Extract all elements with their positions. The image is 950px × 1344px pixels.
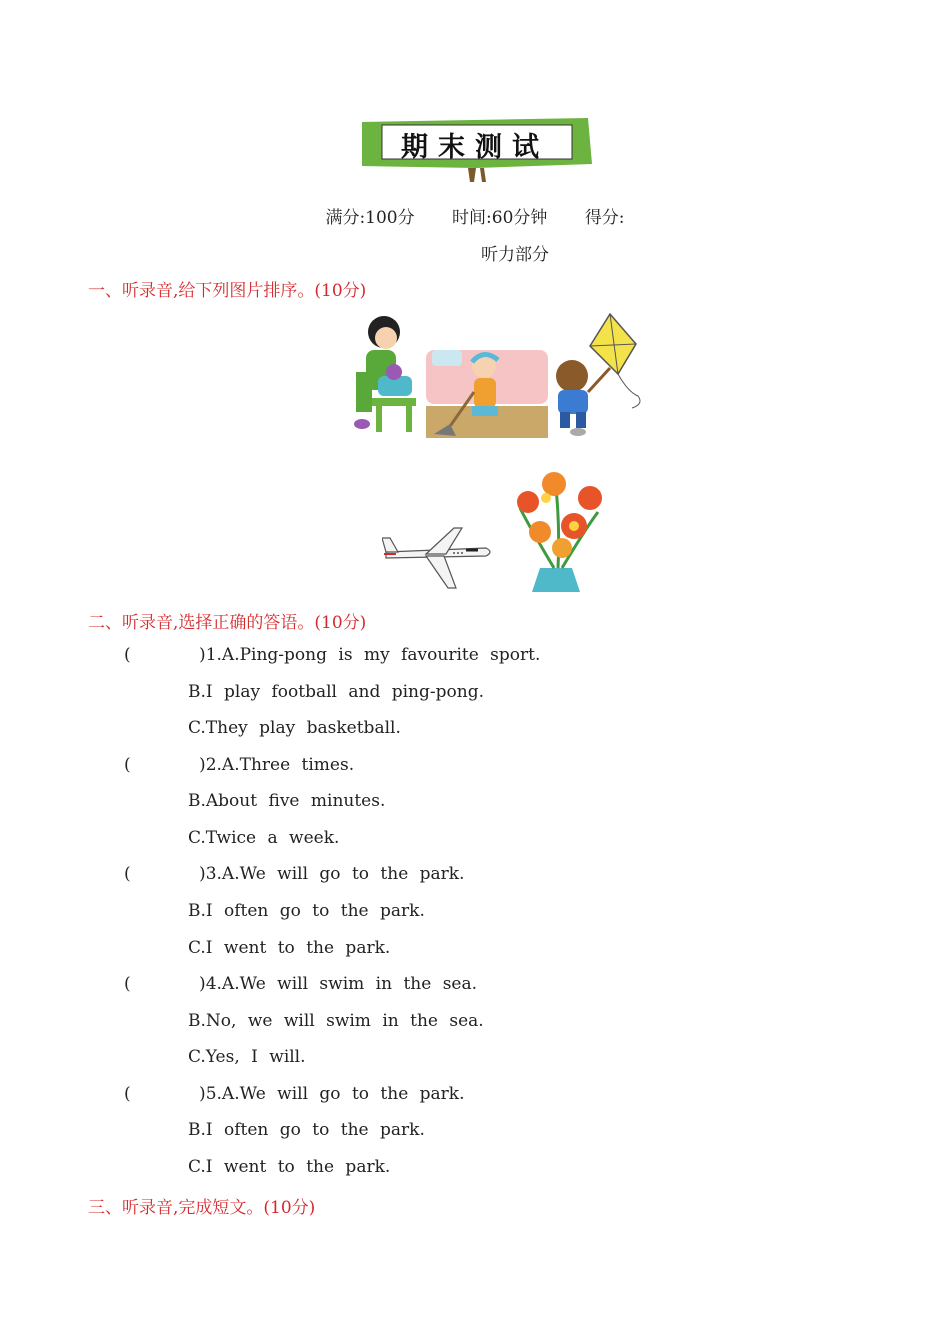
option-c: C.They play basketball. [188, 718, 401, 738]
picture-washing-clothes [348, 312, 420, 438]
picture-airplane [382, 524, 496, 598]
option-b: B.I often go to the park. [188, 901, 425, 921]
exam-time: 时间:60分钟 [452, 208, 548, 228]
exam-meta [0, 203, 950, 228]
option-a: A.Three times. [221, 755, 355, 775]
option-c: C.I went to the park. [188, 938, 391, 958]
answer-blank[interactable]: ( )4. [124, 974, 222, 994]
question-4 [124, 974, 477, 994]
picture-flying-kite [548, 312, 646, 444]
answer-blank[interactable]: ( )1. [124, 645, 222, 665]
picture-flowers [510, 468, 606, 598]
option-a: A.We will go to the park. [221, 1084, 465, 1104]
answer-blank[interactable]: ( )3. [124, 864, 222, 884]
section-3-title: 三、听录音,完成短文。(10分) [88, 1198, 316, 1218]
question-1 [124, 645, 540, 665]
option-b: B.No, we will swim in the sea. [188, 1011, 484, 1031]
score-field: 得分: [584, 208, 625, 228]
option-a: A.Ping-pong is my favourite sport. [221, 645, 541, 665]
answer-blank[interactable]: ( )2. [124, 755, 222, 775]
option-a: A.We will go to the park. [221, 864, 465, 884]
picture-sweeping-floor [426, 348, 550, 444]
option-a: A.We will swim in the sea. [221, 974, 478, 994]
option-b: B.I often go to the park. [188, 1120, 425, 1140]
question-2 [124, 755, 354, 775]
answer-blank[interactable]: ( )5. [124, 1084, 222, 1104]
page-title: 期末测试 [401, 132, 549, 163]
section-1-title: 一、听录音,给下列图片排序。(10分) [88, 281, 367, 301]
question-3 [124, 864, 465, 884]
option-b: B.I play football and ping-pong. [188, 682, 484, 702]
title-banner [356, 114, 594, 186]
question-5 [124, 1084, 465, 1104]
option-c: C.Twice a week. [188, 828, 340, 848]
full-score: 满分:100分 [325, 208, 415, 228]
option-c: C.Yes, I will. [188, 1047, 306, 1067]
part-label: 听力部分 [481, 245, 549, 265]
section-2-title: 二、听录音,选择正确的答语。(10分) [88, 613, 367, 633]
option-c: C.I went to the park. [188, 1157, 391, 1177]
option-b: B.About five minutes. [188, 791, 386, 811]
